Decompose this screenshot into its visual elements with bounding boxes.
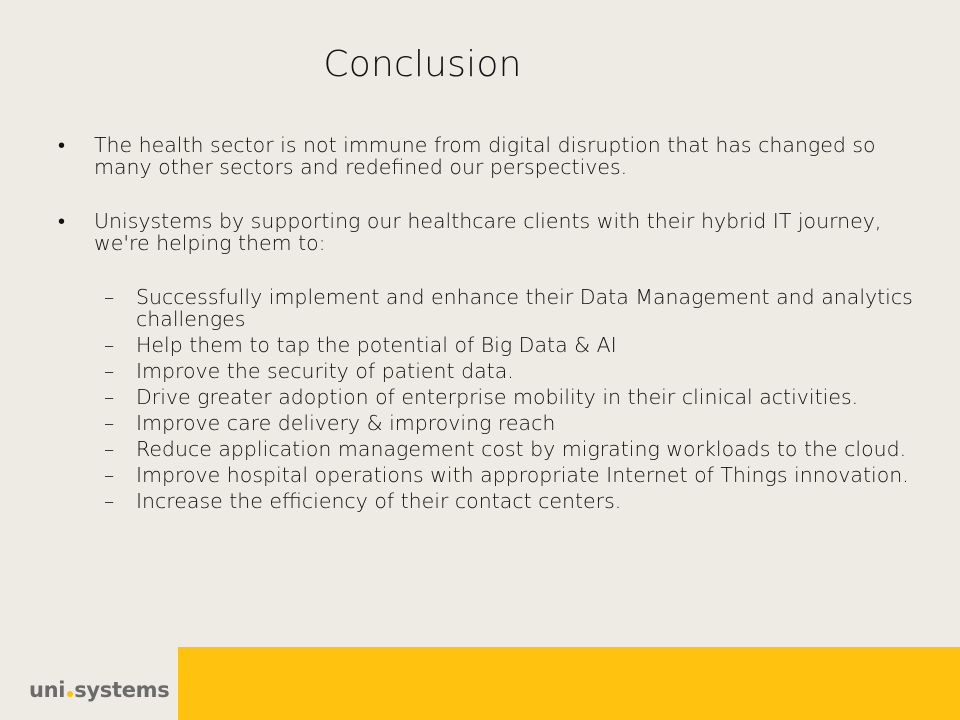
logo-text-systems: systems [74,678,170,702]
sub-bullet-text: Drive greater adoption of enterprise mobility in their clinical activities. [136,385,859,409]
slide-title: Conclusion [323,44,522,85]
sub-bullet-item [0,286,960,330]
bullet-text: The health sector is not immune from digital disruption that has changed so many other sectors and redefined our perspectives. [94,133,876,179]
sub-bullet-item [0,464,960,486]
sub-bullet-item [0,490,960,512]
bullet-marker: • [58,133,66,157]
sub-bullet-marker: – [104,359,115,383]
sub-bullet-text: Successfully implement and enhance their Data Management and analytics challenges [136,285,913,331]
logo-dot-icon [67,691,73,697]
sub-bullet-list [0,286,960,516]
unisystems-logo [29,678,169,702]
sub-bullet-item [0,386,960,408]
sub-bullet-marker: – [104,489,115,513]
sub-bullet-item [0,412,960,434]
sub-bullet-text: Improve hospital operations with appropriate Internet of Things innovation. [136,463,909,487]
sub-bullet-text: Help them to tap the potential of Big Data & AI [136,333,617,357]
bullet-text: Unisystems by supporting our healthcare clients with their hybrid IT journey, we're helping them to: [94,209,882,255]
sub-bullet-text: Reduce application management cost by migrating workloads to the cloud. [136,437,907,461]
sub-bullet-marker: – [104,285,115,309]
sub-bullet-marker: – [104,333,115,357]
bullet-marker: • [58,209,66,233]
sub-bullet-marker: – [104,463,115,487]
sub-bullet-marker: – [104,411,115,435]
sub-bullet-marker: – [104,385,115,409]
footer-accent-band [178,647,960,720]
sub-bullet-text: Increase the efficiency of their contact centers. [136,489,622,513]
sub-bullet-text: Improve care delivery & improving reach [136,411,556,435]
sub-bullet-item [0,438,960,460]
sub-bullet-text: Improve the security of patient data. [136,359,514,383]
sub-bullet-marker: – [104,437,115,461]
sub-bullet-item [0,360,960,382]
logo-text-uni: uni [29,678,66,702]
sub-bullet-item [0,334,960,356]
